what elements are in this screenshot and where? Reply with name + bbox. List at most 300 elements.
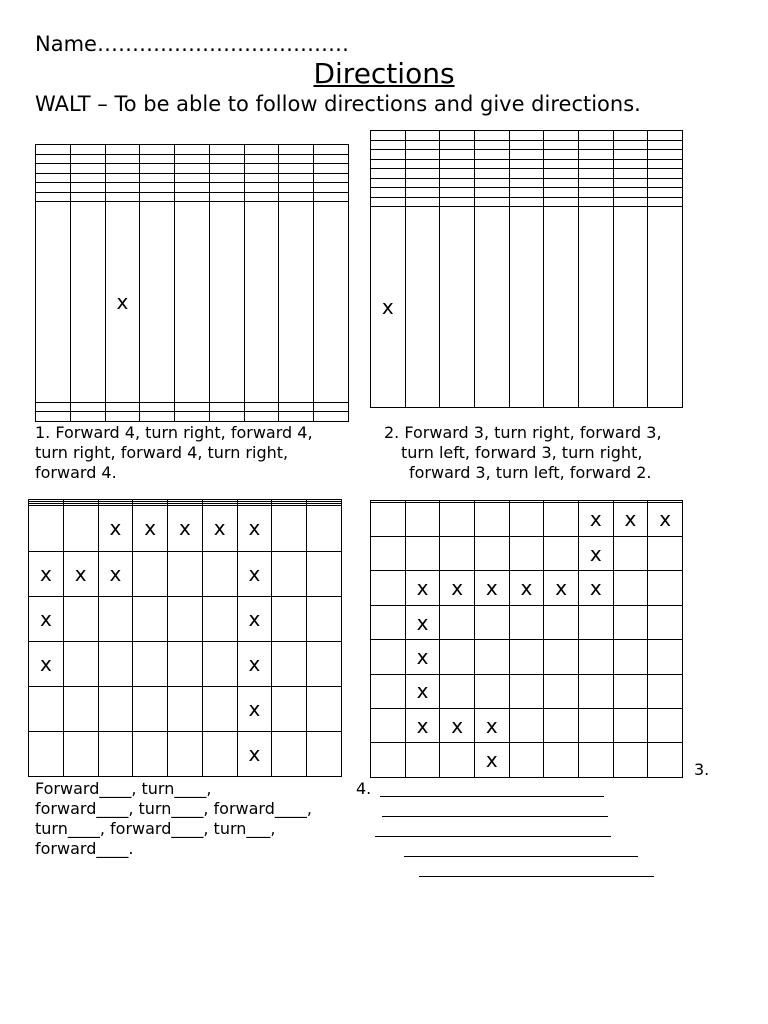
walt-objective: WALT – To be able to follow directions and give directions. bbox=[35, 92, 641, 116]
grid-cell[interactable] bbox=[648, 140, 683, 150]
question-3-line[interactable]: forward____. bbox=[35, 839, 134, 858]
grid-row bbox=[36, 183, 349, 193]
grid-cell-marked[interactable]: x bbox=[237, 731, 272, 776]
grid-cell[interactable] bbox=[474, 159, 509, 169]
grid-cell[interactable] bbox=[613, 743, 648, 778]
grid-cell[interactable] bbox=[509, 178, 544, 188]
grid-cell-marked[interactable]: x bbox=[29, 551, 64, 596]
grid-cell[interactable] bbox=[648, 178, 683, 188]
grid-cell[interactable] bbox=[70, 173, 105, 183]
grid-cell[interactable] bbox=[36, 183, 71, 193]
grid-cell[interactable] bbox=[578, 150, 613, 160]
grid-cell[interactable] bbox=[105, 192, 140, 202]
grid-cell[interactable] bbox=[133, 641, 168, 686]
grid-cell-marked[interactable]: x bbox=[237, 551, 272, 596]
grid-cell[interactable] bbox=[578, 743, 613, 778]
grid-cell[interactable] bbox=[371, 640, 406, 674]
grid-cell[interactable] bbox=[613, 207, 648, 408]
grid-cell-marked[interactable]: x bbox=[237, 686, 272, 731]
grid-cell[interactable] bbox=[244, 154, 279, 164]
grid-cell-marked[interactable]: x bbox=[474, 709, 509, 743]
grid-cell[interactable] bbox=[405, 159, 440, 169]
grid-cell[interactable] bbox=[371, 502, 406, 536]
answer-line[interactable] bbox=[404, 856, 638, 857]
grid-cell[interactable] bbox=[371, 159, 406, 169]
grid-cell[interactable] bbox=[70, 164, 105, 174]
grid-cell[interactable] bbox=[578, 197, 613, 207]
grid-cell[interactable] bbox=[613, 140, 648, 150]
grid-cell[interactable] bbox=[648, 169, 683, 179]
grid-cell[interactable] bbox=[578, 674, 613, 708]
grid-cell[interactable] bbox=[613, 188, 648, 198]
grid-cell[interactable] bbox=[544, 197, 579, 207]
question-3-line[interactable]: forward____, turn____, forward____, bbox=[35, 799, 312, 818]
grid-cell[interactable] bbox=[509, 131, 544, 141]
grid-cell-marked[interactable]: x bbox=[578, 502, 613, 536]
grid-cell[interactable] bbox=[474, 178, 509, 188]
grid-cell[interactable] bbox=[440, 178, 475, 188]
grid-cell[interactable] bbox=[405, 188, 440, 198]
grid-cell[interactable] bbox=[29, 506, 64, 551]
grid-cell[interactable] bbox=[648, 188, 683, 198]
grid-cell[interactable] bbox=[36, 145, 71, 155]
grid-cell[interactable] bbox=[140, 402, 175, 412]
grid-cell[interactable] bbox=[544, 140, 579, 150]
grid-cell[interactable] bbox=[474, 131, 509, 141]
grid-cell[interactable] bbox=[209, 183, 244, 193]
grid-cell[interactable] bbox=[244, 402, 279, 412]
grid-cell[interactable] bbox=[272, 551, 307, 596]
grid-cell[interactable] bbox=[307, 686, 342, 731]
grid-cell-marked[interactable]: x bbox=[405, 674, 440, 708]
answer-line[interactable] bbox=[380, 796, 604, 797]
grid-cell[interactable] bbox=[202, 551, 237, 596]
grid-cell[interactable] bbox=[244, 183, 279, 193]
grid-cell[interactable] bbox=[105, 402, 140, 412]
grid-cell[interactable] bbox=[405, 178, 440, 188]
grid-cell[interactable] bbox=[244, 202, 279, 403]
grid-cell[interactable] bbox=[244, 412, 279, 422]
grid-cell[interactable] bbox=[405, 207, 440, 408]
grid-cell[interactable] bbox=[314, 202, 349, 403]
grid-cell[interactable] bbox=[202, 731, 237, 776]
grid-cell[interactable] bbox=[440, 131, 475, 141]
grid-cell-marked[interactable]: x bbox=[237, 641, 272, 686]
grid-cell[interactable] bbox=[307, 506, 342, 551]
grid-cell[interactable] bbox=[279, 412, 314, 422]
grid-cell[interactable] bbox=[175, 402, 210, 412]
grid-cell[interactable] bbox=[648, 640, 683, 674]
grid-cell[interactable] bbox=[440, 188, 475, 198]
grid-cell[interactable] bbox=[613, 537, 648, 571]
grid-cell[interactable] bbox=[544, 674, 579, 708]
grid-cell[interactable] bbox=[272, 731, 307, 776]
grid-cell[interactable] bbox=[509, 502, 544, 536]
grid-cell[interactable] bbox=[244, 164, 279, 174]
grid-cell[interactable] bbox=[371, 197, 406, 207]
grid-cell[interactable] bbox=[105, 164, 140, 174]
grid-cell[interactable] bbox=[140, 145, 175, 155]
grid-cell[interactable] bbox=[544, 709, 579, 743]
grid-cell[interactable] bbox=[70, 145, 105, 155]
grid-cell[interactable] bbox=[648, 150, 683, 160]
grid-cell[interactable] bbox=[371, 571, 406, 605]
grid-cell[interactable] bbox=[307, 596, 342, 641]
grid-cell[interactable] bbox=[202, 596, 237, 641]
grid-cell[interactable] bbox=[613, 131, 648, 141]
grid-cell[interactable] bbox=[279, 145, 314, 155]
grid-cell[interactable] bbox=[648, 571, 683, 605]
grid-cell[interactable] bbox=[613, 605, 648, 639]
grid-cell-marked[interactable]: x bbox=[613, 502, 648, 536]
grid-cell[interactable] bbox=[140, 183, 175, 193]
grid-cell-marked[interactable]: x bbox=[202, 506, 237, 551]
grid-cell[interactable] bbox=[440, 140, 475, 150]
grid-cell-marked[interactable]: x bbox=[63, 551, 98, 596]
grid-cell[interactable] bbox=[244, 145, 279, 155]
grid-cell[interactable] bbox=[578, 159, 613, 169]
grid-cell[interactable] bbox=[307, 641, 342, 686]
grid-cell[interactable] bbox=[70, 412, 105, 422]
grid-cell[interactable] bbox=[474, 150, 509, 160]
grid-cell[interactable] bbox=[209, 402, 244, 412]
grid-cell[interactable] bbox=[613, 640, 648, 674]
grid-cell[interactable] bbox=[578, 709, 613, 743]
grid-cell[interactable] bbox=[105, 183, 140, 193]
grid-cell[interactable] bbox=[209, 154, 244, 164]
grid-cell[interactable] bbox=[440, 197, 475, 207]
grid-cell[interactable] bbox=[405, 169, 440, 179]
grid-cell[interactable] bbox=[29, 731, 64, 776]
grid-cell[interactable] bbox=[613, 197, 648, 207]
grid-cell[interactable] bbox=[440, 605, 475, 639]
grid-cell[interactable] bbox=[613, 150, 648, 160]
grid-cell[interactable] bbox=[133, 686, 168, 731]
grid-cell[interactable] bbox=[279, 173, 314, 183]
grid-cell[interactable] bbox=[371, 709, 406, 743]
grid-cell[interactable] bbox=[578, 140, 613, 150]
grid-cell-marked[interactable]: x bbox=[105, 202, 140, 403]
grid-4 bbox=[370, 500, 683, 778]
grid-cell-marked[interactable]: x bbox=[440, 571, 475, 605]
grid-cell[interactable] bbox=[133, 731, 168, 776]
grid-cell-marked[interactable]: x bbox=[371, 207, 406, 408]
grid-cell[interactable] bbox=[544, 131, 579, 141]
grid-cell[interactable] bbox=[440, 502, 475, 536]
grid-cell[interactable] bbox=[175, 154, 210, 164]
grid-cell[interactable] bbox=[544, 188, 579, 198]
grid-cell-marked[interactable]: x bbox=[405, 571, 440, 605]
grid-cell[interactable] bbox=[272, 596, 307, 641]
grid-cell[interactable] bbox=[105, 173, 140, 183]
grid-cell[interactable] bbox=[279, 183, 314, 193]
grid-cell[interactable] bbox=[405, 502, 440, 536]
grid-cell[interactable] bbox=[133, 596, 168, 641]
grid-cell[interactable] bbox=[648, 537, 683, 571]
grid-cell[interactable] bbox=[648, 197, 683, 207]
grid-cell[interactable] bbox=[578, 169, 613, 179]
grid-cell[interactable] bbox=[314, 164, 349, 174]
grid-cell[interactable] bbox=[578, 207, 613, 408]
grid-cell[interactable] bbox=[272, 686, 307, 731]
grid-cell[interactable] bbox=[70, 154, 105, 164]
grid-cell[interactable] bbox=[63, 506, 98, 551]
grid-cell[interactable] bbox=[36, 192, 71, 202]
grid-cell[interactable] bbox=[98, 686, 133, 731]
grid-cell[interactable] bbox=[279, 154, 314, 164]
grid-cell[interactable] bbox=[175, 164, 210, 174]
grid-cell[interactable] bbox=[648, 605, 683, 639]
grid-cell[interactable] bbox=[105, 154, 140, 164]
grid-cell[interactable] bbox=[36, 173, 71, 183]
grid-cell[interactable] bbox=[440, 674, 475, 708]
grid-cell[interactable] bbox=[140, 202, 175, 403]
grid-cell[interactable] bbox=[474, 207, 509, 408]
grid-cell[interactable] bbox=[314, 192, 349, 202]
grid-cell-marked[interactable]: x bbox=[405, 709, 440, 743]
grid-cell[interactable] bbox=[509, 197, 544, 207]
grid-cell[interactable] bbox=[648, 207, 683, 408]
grid-cell[interactable] bbox=[209, 164, 244, 174]
grid-cell-marked[interactable]: x bbox=[237, 596, 272, 641]
grid-cell[interactable] bbox=[509, 140, 544, 150]
grid-cell[interactable] bbox=[314, 173, 349, 183]
grid-cell-marked[interactable]: x bbox=[237, 506, 272, 551]
grid-cell[interactable] bbox=[70, 183, 105, 193]
grid-cell[interactable] bbox=[36, 164, 71, 174]
grid-cell[interactable] bbox=[440, 169, 475, 179]
grid-cell[interactable] bbox=[474, 674, 509, 708]
grid-cell[interactable] bbox=[98, 596, 133, 641]
grid-cell[interactable] bbox=[279, 192, 314, 202]
grid-cell[interactable] bbox=[544, 159, 579, 169]
grid-cell[interactable] bbox=[440, 159, 475, 169]
grid-cell[interactable] bbox=[314, 145, 349, 155]
grid-cell[interactable] bbox=[578, 131, 613, 141]
grid-cell-marked[interactable]: x bbox=[440, 709, 475, 743]
grid-cell[interactable] bbox=[544, 605, 579, 639]
grid-cell-marked[interactable]: x bbox=[168, 506, 203, 551]
grid-cell[interactable] bbox=[140, 192, 175, 202]
answer-line[interactable] bbox=[382, 816, 608, 817]
grid-cell-marked[interactable]: x bbox=[405, 605, 440, 639]
grid-cell[interactable] bbox=[168, 686, 203, 731]
grid-cell[interactable] bbox=[474, 169, 509, 179]
grid-cell[interactable] bbox=[168, 641, 203, 686]
grid-cell[interactable] bbox=[578, 605, 613, 639]
grid-cell[interactable] bbox=[244, 192, 279, 202]
grid-cell[interactable] bbox=[613, 159, 648, 169]
grid-cell[interactable] bbox=[405, 743, 440, 778]
grid-cell[interactable] bbox=[474, 188, 509, 198]
grid-cell[interactable] bbox=[648, 709, 683, 743]
grid-cell[interactable] bbox=[371, 743, 406, 778]
grid-cell[interactable] bbox=[613, 178, 648, 188]
grid-cell[interactable] bbox=[509, 159, 544, 169]
grid-cell[interactable] bbox=[578, 178, 613, 188]
grid-cell[interactable] bbox=[474, 502, 509, 536]
question-3-line[interactable]: Forward____, turn____, bbox=[35, 779, 212, 798]
grid-cell[interactable] bbox=[202, 686, 237, 731]
grid-cell[interactable] bbox=[544, 150, 579, 160]
grid-cell[interactable] bbox=[544, 640, 579, 674]
grid-cell[interactable] bbox=[440, 743, 475, 778]
grid-cell[interactable] bbox=[175, 192, 210, 202]
grid-cell[interactable] bbox=[474, 605, 509, 639]
grid-cell[interactable] bbox=[474, 197, 509, 207]
grid-cell[interactable] bbox=[371, 150, 406, 160]
grid-cell[interactable] bbox=[175, 202, 210, 403]
grid-cell[interactable] bbox=[405, 537, 440, 571]
grid-cell[interactable] bbox=[140, 154, 175, 164]
grid-cell[interactable] bbox=[209, 145, 244, 155]
grid-cell[interactable] bbox=[613, 571, 648, 605]
grid-cell[interactable] bbox=[544, 502, 579, 536]
grid-cell[interactable] bbox=[209, 173, 244, 183]
grid-cell-marked[interactable]: x bbox=[544, 571, 579, 605]
answer-line[interactable] bbox=[419, 876, 654, 877]
grid-cell[interactable] bbox=[175, 145, 210, 155]
grid-cell[interactable] bbox=[279, 202, 314, 403]
grid-cell[interactable] bbox=[440, 640, 475, 674]
grid-cell-marked[interactable]: x bbox=[474, 743, 509, 778]
grid-cell[interactable] bbox=[314, 154, 349, 164]
grid-cell-marked[interactable]: x bbox=[98, 551, 133, 596]
grid-cell-marked[interactable]: x bbox=[578, 537, 613, 571]
grid-cell[interactable] bbox=[474, 640, 509, 674]
grid-cell[interactable] bbox=[371, 537, 406, 571]
grid-cell[interactable] bbox=[509, 743, 544, 778]
grid-cell-marked[interactable]: x bbox=[648, 502, 683, 536]
grid-cell[interactable] bbox=[168, 551, 203, 596]
grid-cell[interactable] bbox=[175, 183, 210, 193]
grid-cell[interactable] bbox=[133, 551, 168, 596]
grid-cell[interactable] bbox=[63, 686, 98, 731]
grid-cell[interactable] bbox=[98, 731, 133, 776]
grid-cell[interactable] bbox=[202, 641, 237, 686]
grid-cell[interactable] bbox=[371, 140, 406, 150]
grid-cell[interactable] bbox=[140, 164, 175, 174]
grid-cell[interactable] bbox=[314, 412, 349, 422]
grid-cell[interactable] bbox=[371, 178, 406, 188]
grid-cell[interactable] bbox=[63, 731, 98, 776]
grid-cell[interactable] bbox=[140, 412, 175, 422]
grid-cell[interactable] bbox=[140, 173, 175, 183]
grid-cell-marked[interactable]: x bbox=[29, 596, 64, 641]
grid-cell[interactable] bbox=[36, 202, 71, 403]
grid-cell[interactable] bbox=[509, 709, 544, 743]
grid-cell[interactable] bbox=[63, 641, 98, 686]
grid-cell-marked[interactable]: x bbox=[474, 571, 509, 605]
grid-cell[interactable] bbox=[405, 131, 440, 141]
grid-cell[interactable] bbox=[105, 412, 140, 422]
grid-cell[interactable] bbox=[36, 402, 71, 412]
grid-cell[interactable] bbox=[371, 674, 406, 708]
grid-cell[interactable] bbox=[648, 131, 683, 141]
grid-cell[interactable] bbox=[209, 192, 244, 202]
grid-cell[interactable] bbox=[613, 674, 648, 708]
grid-cell[interactable] bbox=[509, 640, 544, 674]
grid-cell[interactable] bbox=[474, 140, 509, 150]
grid-cell-marked[interactable]: x bbox=[509, 571, 544, 605]
grid-cell[interactable] bbox=[209, 412, 244, 422]
grid-cell[interactable] bbox=[509, 605, 544, 639]
grid-cell[interactable] bbox=[175, 412, 210, 422]
grid-cell[interactable] bbox=[440, 207, 475, 408]
grid-cell[interactable] bbox=[36, 412, 71, 422]
grid-cell[interactable] bbox=[509, 150, 544, 160]
grid-cell[interactable] bbox=[244, 173, 279, 183]
grid-cell[interactable] bbox=[509, 537, 544, 571]
grid-cell[interactable] bbox=[371, 169, 406, 179]
grid-cell[interactable] bbox=[272, 641, 307, 686]
grid-cell[interactable] bbox=[648, 674, 683, 708]
grid-cell[interactable] bbox=[544, 207, 579, 408]
grid-cell[interactable] bbox=[279, 402, 314, 412]
grid-cell[interactable] bbox=[544, 537, 579, 571]
grid-cell[interactable] bbox=[70, 402, 105, 412]
grid-cell[interactable] bbox=[371, 605, 406, 639]
grid-cell[interactable] bbox=[544, 743, 579, 778]
grid-cell[interactable] bbox=[440, 150, 475, 160]
grid-cell[interactable] bbox=[105, 145, 140, 155]
grid-cell[interactable] bbox=[578, 188, 613, 198]
grid-cell[interactable] bbox=[405, 150, 440, 160]
grid-cell-marked[interactable]: x bbox=[29, 641, 64, 686]
answer-line[interactable] bbox=[375, 836, 611, 837]
grid-cell[interactable] bbox=[405, 197, 440, 207]
grid-cell-marked[interactable]: x bbox=[98, 506, 133, 551]
grid-cell[interactable] bbox=[314, 402, 349, 412]
grid-cell-marked[interactable]: x bbox=[578, 571, 613, 605]
grid-cell[interactable] bbox=[307, 731, 342, 776]
grid-cell[interactable] bbox=[509, 207, 544, 408]
grid-cell[interactable] bbox=[209, 202, 244, 403]
grid-cell[interactable] bbox=[29, 686, 64, 731]
grid-cell[interactable] bbox=[175, 173, 210, 183]
grid-cell[interactable] bbox=[509, 169, 544, 179]
grid-cell[interactable] bbox=[168, 596, 203, 641]
grid-cell[interactable] bbox=[648, 743, 683, 778]
grid-cell-marked[interactable]: x bbox=[133, 506, 168, 551]
grid-cell[interactable] bbox=[648, 159, 683, 169]
grid-cell[interactable] bbox=[279, 164, 314, 174]
grid-cell[interactable] bbox=[613, 709, 648, 743]
grid-cell[interactable] bbox=[70, 202, 105, 403]
grid-cell[interactable] bbox=[371, 131, 406, 141]
grid-cell[interactable] bbox=[544, 178, 579, 188]
grid-cell[interactable] bbox=[509, 188, 544, 198]
grid-cell[interactable] bbox=[440, 537, 475, 571]
grid-cell[interactable] bbox=[509, 674, 544, 708]
grid-cell[interactable] bbox=[168, 731, 203, 776]
grid-cell[interactable] bbox=[314, 183, 349, 193]
grid-cell-marked[interactable]: x bbox=[405, 640, 440, 674]
grid-cell[interactable] bbox=[98, 641, 133, 686]
grid-cell[interactable] bbox=[474, 537, 509, 571]
grid-cell[interactable] bbox=[307, 551, 342, 596]
grid-cell[interactable] bbox=[544, 169, 579, 179]
grid-cell[interactable] bbox=[371, 188, 406, 198]
grid-cell[interactable] bbox=[36, 154, 71, 164]
question-3-line[interactable]: turn____, forward____, turn___, bbox=[35, 819, 276, 838]
grid-cell[interactable] bbox=[405, 140, 440, 150]
grid-cell[interactable] bbox=[613, 169, 648, 179]
grid-cell[interactable] bbox=[63, 596, 98, 641]
grid-cell[interactable] bbox=[272, 506, 307, 551]
grid-cell[interactable] bbox=[578, 640, 613, 674]
grid-cell[interactable] bbox=[70, 192, 105, 202]
